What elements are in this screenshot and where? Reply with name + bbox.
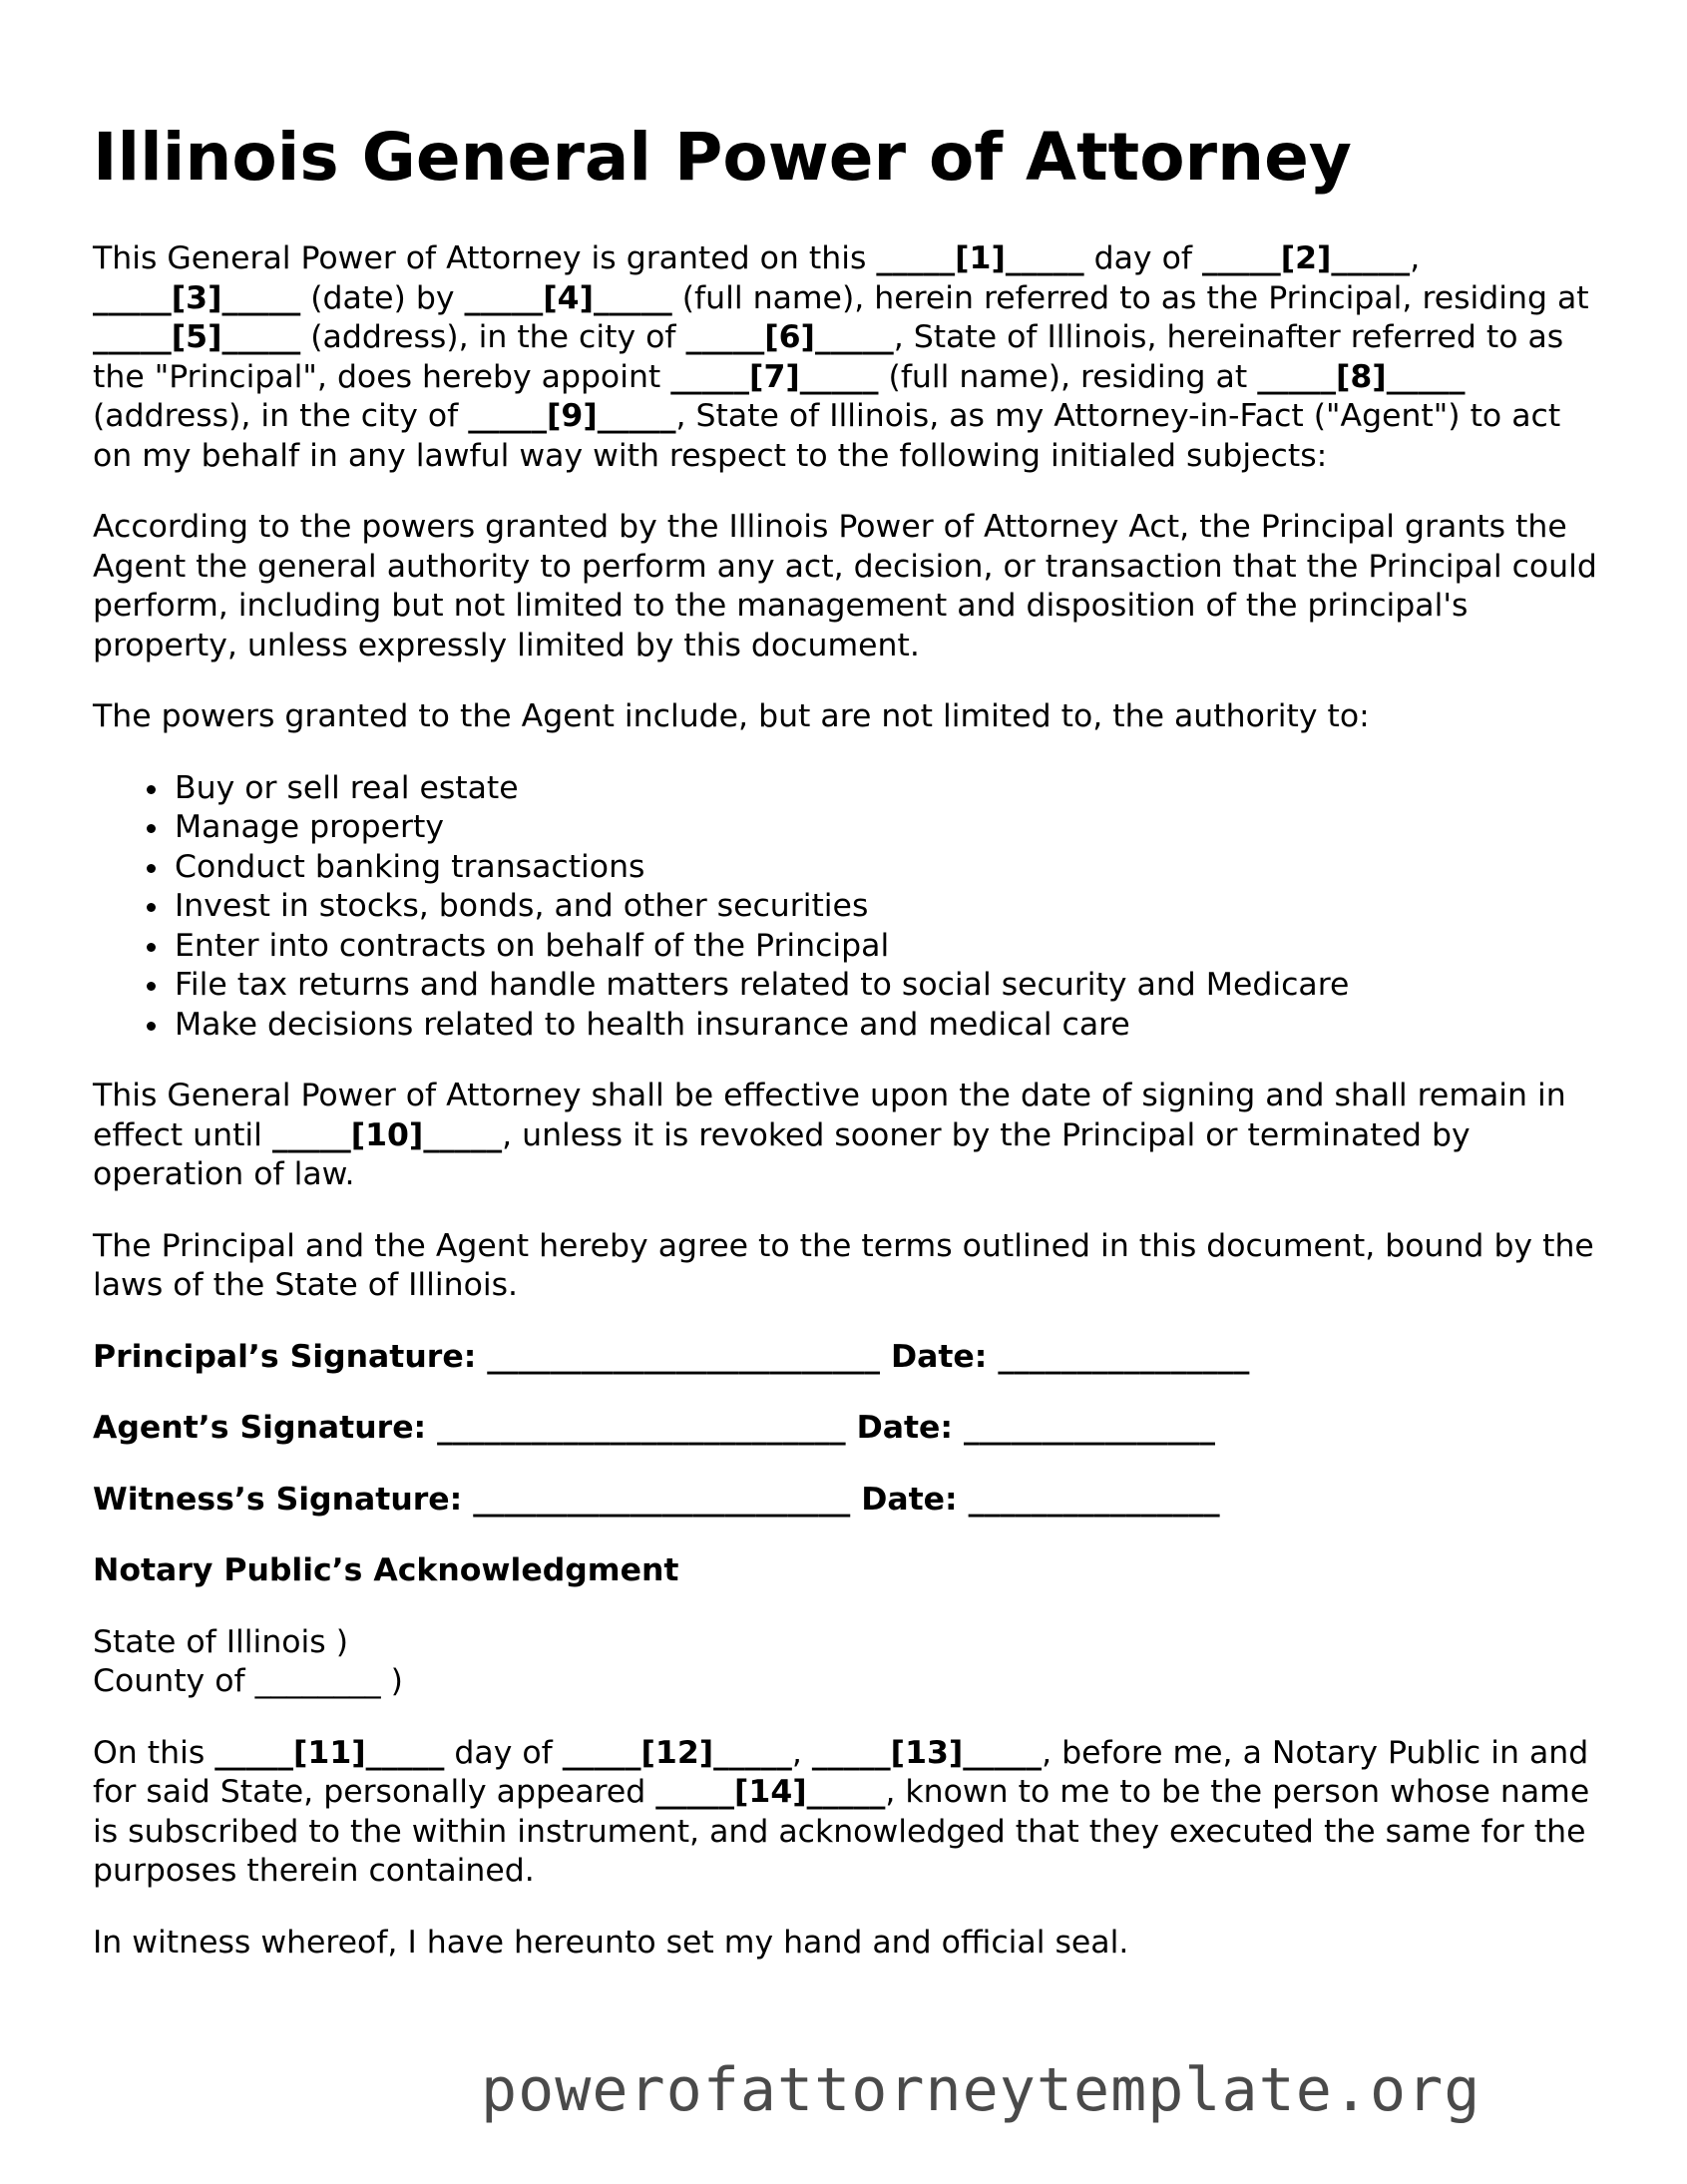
venue-block: [93, 1623, 1609, 1702]
grant-text-9: (address), in the city of: [93, 398, 469, 434]
grant-text-5: (full name), herein referred to as the Principal, residing at: [671, 279, 1589, 316]
agreement-paragraph: The Principal and the Agent hereby agree to the terms outlined in this document, bound by the laws of the State of Illinois.: [93, 1227, 1594, 1303]
blank-1: _____[1]_____: [876, 240, 1084, 276]
effective-paragraph: [93, 1077, 1609, 1195]
grant-text-8: (full name), residing at: [878, 358, 1258, 395]
agent-signature-line[interactable]: Agent’s Signature: __________________________ Date: ________________: [93, 1410, 1215, 1446]
blank-6: _____[6]_____: [685, 319, 894, 355]
grant-text-6: (address), in the city of: [300, 319, 686, 355]
list-item: Make decisions related to health insurance and medical care: [175, 1006, 1609, 1046]
powers-list: [93, 769, 1609, 1046]
blank-13: _____[13]_____: [811, 1734, 1043, 1771]
site-watermark: powerofattorneytemplate.org: [481, 2055, 1481, 2125]
blank-14: _____[14]_____: [655, 1774, 886, 1810]
notary-text-3: ,: [791, 1734, 812, 1771]
blank-10: _____[10]_____: [271, 1116, 503, 1153]
grant-paragraph: [93, 239, 1609, 476]
grant-text-3: ,: [1410, 240, 1421, 276]
blank-3: _____[3]_____: [93, 279, 301, 316]
blank-12: _____[12]_____: [562, 1734, 792, 1771]
grant-text-7: , State of Illinois, hereinafter referred to as the "Principal", does hereby appoint: [93, 319, 1564, 395]
notary-text-1: On this: [93, 1734, 215, 1771]
list-item: Buy or sell real estate: [175, 769, 1609, 809]
effective-text-1: This General Power of Attorney shall be effective upon the date of signing and shall remain in effect until: [93, 1078, 1566, 1153]
grant-text-1: This General Power of Attorney is granted on this: [93, 240, 877, 276]
list-item: Enter into contracts on behalf of the Principal: [175, 927, 1609, 967]
list-item: Conduct banking transactions: [175, 848, 1609, 888]
grant-text-10: , State of Illinois, as my Attorney-in-Fact ("Agent") to act on my behalf in any lawful way with respect to the following initialed subjects:: [93, 398, 1561, 474]
powers-intro: The powers granted to the Agent include, but are not limited to, the authority to:: [93, 698, 1370, 734]
authority-paragraph: According to the powers granted by the Illinois Power of Attorney Act, the Principal grants the Agent the general authority to perform any act, decision, or transaction that the Principal could perform, including but not limited to the management and disposition of the principal's property, unless expressly limited by this document.: [93, 509, 1597, 663]
blank-2: _____[2]_____: [1201, 240, 1411, 276]
county-line[interactable]: County of ________ ): [93, 1663, 403, 1699]
notary-text-2: day of: [444, 1734, 563, 1771]
document-title: Illinois General Power of Attorney: [93, 119, 1352, 196]
document-page: [93, 118, 1609, 1994]
witness-signature-line[interactable]: Witness’s Signature: ________________________ Date: ________________: [93, 1481, 1220, 1518]
list-item: Invest in stocks, bonds, and other securities: [175, 887, 1609, 927]
principal-signature-line[interactable]: Principal’s Signature: _________________________ Date: ________________: [93, 1338, 1250, 1375]
list-item: Manage property: [175, 808, 1609, 848]
effective-text-2: , unless it is revoked sooner by the Principal or terminated by operation of law.: [93, 1116, 1471, 1192]
notary-heading: Notary Public’s Acknowledgment: [93, 1552, 679, 1588]
blank-7: _____[7]_____: [670, 358, 879, 395]
grant-text-2: day of: [1083, 240, 1202, 276]
witness-whereof: In witness whereof, I have hereunto set my hand and official seal.: [93, 1924, 1129, 1961]
notary-paragraph: [93, 1734, 1609, 1892]
blank-9: _____[9]_____: [468, 398, 676, 434]
blank-5: _____[5]_____: [93, 319, 301, 355]
grant-text-4: (date) by: [300, 279, 465, 316]
notary-text-4: , before me, a Notary Public in and for said State, personally appeared: [93, 1734, 1589, 1810]
blank-4: _____[4]_____: [464, 279, 672, 316]
blank-11: _____[11]_____: [214, 1734, 445, 1771]
state-line: State of Illinois ): [93, 1623, 349, 1660]
list-item: File tax returns and handle matters related to social security and Medicare: [175, 966, 1609, 1006]
notary-text-5: , known to me to be the person whose name is subscribed to the within instrument, and acknowledged that they executed the same for the purposes therein contained.: [93, 1774, 1590, 1889]
blank-8: _____[8]_____: [1257, 358, 1466, 395]
